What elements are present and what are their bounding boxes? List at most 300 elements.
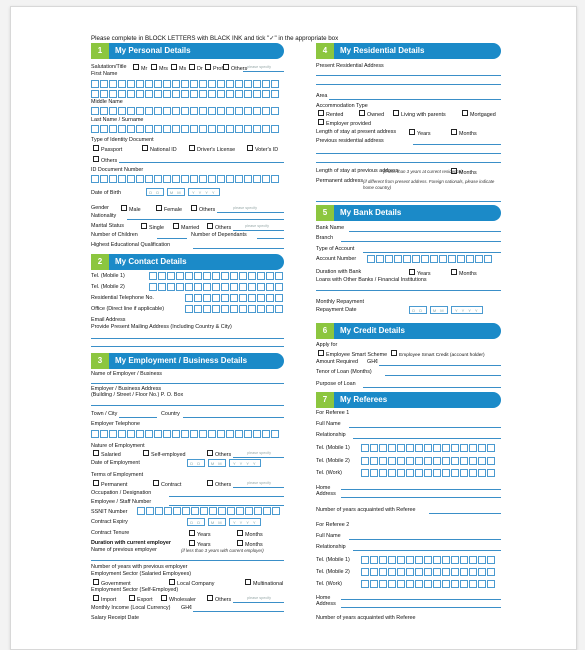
expiry-month[interactable]: M M (208, 518, 226, 526)
char-box[interactable] (388, 457, 396, 465)
char-box[interactable] (379, 580, 387, 588)
dob-day[interactable]: D D (146, 188, 164, 196)
char-box[interactable] (136, 90, 144, 98)
last-name-boxes[interactable] (91, 125, 280, 133)
char-box[interactable] (154, 107, 162, 115)
char-box[interactable] (469, 556, 477, 564)
char-box[interactable] (415, 580, 423, 588)
char-box[interactable] (262, 430, 270, 438)
char-box[interactable] (248, 272, 256, 280)
char-box[interactable] (190, 107, 198, 115)
char-box[interactable] (109, 107, 117, 115)
checkbox-voters-id[interactable]: Voter's ID (247, 145, 278, 154)
checkbox-import[interactable]: Import (93, 595, 116, 604)
char-box[interactable] (460, 556, 468, 564)
char-box[interactable] (448, 255, 456, 263)
char-box[interactable] (424, 556, 432, 564)
char-box[interactable] (136, 125, 144, 133)
char-box[interactable] (370, 444, 378, 452)
char-box[interactable] (149, 283, 157, 291)
char-box[interactable] (244, 107, 252, 115)
char-box[interactable] (442, 568, 450, 576)
mobile2-boxes[interactable] (149, 283, 284, 291)
char-box[interactable] (478, 457, 486, 465)
char-box[interactable] (136, 80, 144, 88)
char-box[interactable] (91, 107, 99, 115)
char-box[interactable] (100, 80, 108, 88)
char-box[interactable] (457, 255, 465, 263)
char-box[interactable] (221, 294, 229, 302)
char-box[interactable] (146, 507, 154, 515)
char-box[interactable] (469, 568, 477, 576)
char-box[interactable] (406, 469, 414, 477)
char-box[interactable] (397, 568, 405, 576)
first-name-boxes[interactable] (91, 80, 280, 88)
account-number-boxes[interactable] (367, 255, 493, 263)
char-box[interactable] (424, 580, 432, 588)
middle-name-boxes[interactable] (91, 107, 280, 115)
char-box[interactable] (262, 175, 270, 183)
char-box[interactable] (185, 272, 193, 280)
char-box[interactable] (230, 283, 238, 291)
char-box[interactable] (433, 469, 441, 477)
char-box[interactable] (388, 444, 396, 452)
char-box[interactable] (379, 556, 387, 564)
expiry-day[interactable]: D D (187, 518, 205, 526)
char-box[interactable] (208, 430, 216, 438)
char-box[interactable] (235, 107, 243, 115)
checkbox-salaried[interactable]: Salaried (93, 450, 121, 459)
checkbox-employer-provided[interactable]: Employer provided (318, 119, 371, 128)
dob-month[interactable]: M M (167, 188, 185, 196)
char-box[interactable] (226, 90, 234, 98)
char-box[interactable] (460, 457, 468, 465)
char-box[interactable] (275, 283, 283, 291)
char-box[interactable] (262, 125, 270, 133)
char-box[interactable] (181, 80, 189, 88)
char-box[interactable] (118, 90, 126, 98)
char-box[interactable] (253, 175, 261, 183)
char-box[interactable] (91, 80, 99, 88)
checkbox-drivers-license[interactable]: Driver's License (189, 145, 235, 154)
char-box[interactable] (154, 90, 162, 98)
char-box[interactable] (271, 80, 279, 88)
char-box[interactable] (208, 175, 216, 183)
char-box[interactable] (367, 255, 375, 263)
char-box[interactable] (244, 90, 252, 98)
checkbox-present-months[interactable]: Months (451, 129, 477, 138)
char-box[interactable] (194, 305, 202, 313)
char-box[interactable] (190, 430, 198, 438)
char-box[interactable] (199, 125, 207, 133)
char-box[interactable] (236, 507, 244, 515)
char-box[interactable] (460, 469, 468, 477)
char-box[interactable] (442, 444, 450, 452)
char-box[interactable] (136, 175, 144, 183)
checkbox-terms-others[interactable]: Others (207, 480, 231, 489)
char-box[interactable] (415, 469, 423, 477)
char-box[interactable] (451, 556, 459, 564)
char-box[interactable] (370, 568, 378, 576)
char-box[interactable] (109, 80, 117, 88)
char-box[interactable] (406, 556, 414, 564)
char-box[interactable] (406, 580, 414, 588)
employer-tel-boxes[interactable] (91, 430, 280, 438)
date-employment-input[interactable] (187, 459, 264, 467)
char-box[interactable] (118, 175, 126, 183)
char-box[interactable] (163, 175, 171, 183)
repay-month[interactable]: M M (430, 306, 448, 314)
char-box[interactable] (361, 568, 369, 576)
office-boxes[interactable] (185, 305, 284, 313)
char-box[interactable] (191, 507, 199, 515)
ssnit-boxes[interactable] (137, 507, 281, 515)
char-box[interactable] (469, 469, 477, 477)
char-box[interactable] (235, 430, 243, 438)
checkbox-married[interactable]: Married (173, 223, 199, 232)
checkbox-prof[interactable]: Prof (205, 64, 223, 73)
char-box[interactable] (361, 457, 369, 465)
char-box[interactable] (442, 469, 450, 477)
char-box[interactable] (164, 507, 172, 515)
char-box[interactable] (145, 107, 153, 115)
char-box[interactable] (176, 272, 184, 280)
char-box[interactable] (248, 294, 256, 302)
char-box[interactable] (379, 444, 387, 452)
char-box[interactable] (91, 430, 99, 438)
checkbox-multinational[interactable]: Multinational (245, 579, 283, 588)
checkbox-mortgaged[interactable]: Mortgaged (462, 110, 496, 119)
char-box[interactable] (172, 80, 180, 88)
checkbox-mrs[interactable]: Mrs (151, 64, 168, 73)
char-box[interactable] (226, 80, 234, 88)
char-box[interactable] (185, 283, 193, 291)
first-name-boxes-2[interactable] (91, 90, 280, 98)
char-box[interactable] (221, 305, 229, 313)
char-box[interactable] (403, 255, 411, 263)
char-box[interactable] (158, 283, 166, 291)
checkbox-tenure-months[interactable]: Months (237, 530, 263, 539)
char-box[interactable] (424, 457, 432, 465)
char-box[interactable] (91, 175, 99, 183)
char-box[interactable] (185, 294, 193, 302)
char-box[interactable] (266, 283, 274, 291)
char-box[interactable] (154, 80, 162, 88)
char-box[interactable] (212, 272, 220, 280)
char-box[interactable] (451, 580, 459, 588)
char-box[interactable] (271, 430, 279, 438)
char-box[interactable] (203, 294, 211, 302)
char-box[interactable] (487, 469, 495, 477)
checkbox-bank-months[interactable]: Months (451, 269, 477, 278)
char-box[interactable] (487, 580, 495, 588)
ref1-work-boxes[interactable] (361, 469, 496, 477)
char-box[interactable] (100, 125, 108, 133)
char-box[interactable] (163, 430, 171, 438)
char-box[interactable] (257, 272, 265, 280)
char-box[interactable] (209, 507, 217, 515)
char-box[interactable] (217, 125, 225, 133)
dob-input[interactable] (146, 188, 223, 196)
char-box[interactable] (154, 430, 162, 438)
checkbox-sector-others[interactable]: Others (207, 595, 231, 604)
char-box[interactable] (487, 444, 495, 452)
char-box[interactable] (199, 430, 207, 438)
char-box[interactable] (469, 457, 477, 465)
char-box[interactable] (244, 80, 252, 88)
checkbox-local-company[interactable]: Local Company (169, 579, 214, 588)
char-box[interactable] (127, 175, 135, 183)
repay-day[interactable]: D D (409, 306, 427, 314)
char-box[interactable] (100, 430, 108, 438)
char-box[interactable] (275, 272, 283, 280)
char-box[interactable] (136, 107, 144, 115)
char-box[interactable] (127, 107, 135, 115)
char-box[interactable] (439, 255, 447, 263)
checkbox-present-years[interactable]: Years (409, 129, 431, 138)
ref2-mobile1-boxes[interactable] (361, 556, 496, 564)
char-box[interactable] (244, 125, 252, 133)
checkbox-male[interactable]: Male (121, 205, 141, 214)
char-box[interactable] (145, 80, 153, 88)
char-box[interactable] (478, 556, 486, 564)
char-box[interactable] (217, 90, 225, 98)
expiry-year[interactable]: Y Y Y Y (229, 518, 261, 526)
char-box[interactable] (230, 305, 238, 313)
checkbox-wholesaler[interactable]: Wholesaler (161, 595, 196, 604)
char-box[interactable] (451, 568, 459, 576)
repay-year[interactable]: Y Y Y Y (451, 306, 483, 314)
char-box[interactable] (469, 444, 477, 452)
checkbox-living-with-parents[interactable]: Living with parents (393, 110, 446, 119)
char-box[interactable] (185, 305, 193, 313)
char-box[interactable] (208, 125, 216, 133)
char-box[interactable] (194, 272, 202, 280)
char-box[interactable] (415, 444, 423, 452)
char-box[interactable] (212, 305, 220, 313)
char-box[interactable] (217, 107, 225, 115)
contract-expiry-input[interactable] (187, 518, 264, 526)
char-box[interactable] (361, 444, 369, 452)
char-box[interactable] (239, 283, 247, 291)
char-box[interactable] (475, 255, 483, 263)
char-box[interactable] (221, 272, 229, 280)
char-box[interactable] (406, 568, 414, 576)
checkbox-id-others[interactable]: Others (93, 156, 117, 165)
char-box[interactable] (376, 255, 384, 263)
char-box[interactable] (263, 507, 271, 515)
char-box[interactable] (248, 305, 256, 313)
dob-year[interactable]: Y Y Y Y (188, 188, 220, 196)
residential-tel-boxes[interactable] (185, 294, 284, 302)
char-box[interactable] (145, 430, 153, 438)
char-box[interactable] (212, 294, 220, 302)
checkbox-bank-years[interactable]: Years (409, 269, 431, 278)
char-box[interactable] (181, 125, 189, 133)
char-box[interactable] (433, 457, 441, 465)
char-box[interactable] (262, 90, 270, 98)
char-box[interactable] (226, 430, 234, 438)
checkbox-duration-months[interactable]: Months (237, 540, 263, 549)
char-box[interactable] (158, 272, 166, 280)
char-box[interactable] (181, 107, 189, 115)
char-box[interactable] (412, 255, 420, 263)
checkbox-nature-others[interactable]: Others (207, 450, 231, 459)
id-number-boxes[interactable] (91, 175, 280, 183)
char-box[interactable] (370, 580, 378, 588)
char-box[interactable] (388, 469, 396, 477)
char-box[interactable] (248, 283, 256, 291)
char-box[interactable] (460, 444, 468, 452)
ref1-mobile1-boxes[interactable] (361, 444, 496, 452)
char-box[interactable] (190, 175, 198, 183)
char-box[interactable] (230, 294, 238, 302)
date-day[interactable]: D D (187, 459, 205, 467)
char-box[interactable] (266, 305, 274, 313)
char-box[interactable] (433, 444, 441, 452)
char-box[interactable] (262, 107, 270, 115)
char-box[interactable] (145, 175, 153, 183)
char-box[interactable] (478, 580, 486, 588)
char-box[interactable] (262, 80, 270, 88)
char-box[interactable] (253, 125, 261, 133)
checkbox-prev-months[interactable]: Months (451, 168, 477, 177)
checkbox-others[interactable]: Others (223, 64, 247, 73)
char-box[interactable] (136, 430, 144, 438)
char-box[interactable] (478, 444, 486, 452)
char-box[interactable] (199, 107, 207, 115)
char-box[interactable] (172, 175, 180, 183)
char-box[interactable] (253, 90, 261, 98)
char-box[interactable] (167, 272, 175, 280)
char-box[interactable] (430, 255, 438, 263)
char-box[interactable] (253, 430, 261, 438)
char-box[interactable] (208, 80, 216, 88)
checkbox-government[interactable]: Government (93, 579, 131, 588)
char-box[interactable] (424, 444, 432, 452)
char-box[interactable] (451, 457, 459, 465)
char-box[interactable] (253, 80, 261, 88)
date-month[interactable]: M M (208, 459, 226, 467)
char-box[interactable] (266, 294, 274, 302)
char-box[interactable] (275, 294, 283, 302)
mobile1-boxes[interactable] (149, 272, 284, 280)
char-box[interactable] (257, 283, 265, 291)
char-box[interactable] (194, 294, 202, 302)
char-box[interactable] (118, 107, 126, 115)
char-box[interactable] (176, 283, 184, 291)
char-box[interactable] (406, 444, 414, 452)
char-box[interactable] (239, 294, 247, 302)
char-box[interactable] (91, 90, 99, 98)
char-box[interactable] (221, 283, 229, 291)
char-box[interactable] (388, 556, 396, 564)
char-box[interactable] (478, 568, 486, 576)
checkbox-owned[interactable]: Owned (359, 110, 384, 119)
char-box[interactable] (217, 430, 225, 438)
char-box[interactable] (227, 507, 235, 515)
char-box[interactable] (200, 507, 208, 515)
char-box[interactable] (109, 175, 117, 183)
char-box[interactable] (406, 457, 414, 465)
char-box[interactable] (397, 444, 405, 452)
char-box[interactable] (203, 272, 211, 280)
char-box[interactable] (235, 80, 243, 88)
char-box[interactable] (245, 507, 253, 515)
ref2-mobile2-boxes[interactable] (361, 568, 496, 576)
char-box[interactable] (370, 556, 378, 564)
char-box[interactable] (118, 80, 126, 88)
char-box[interactable] (194, 283, 202, 291)
char-box[interactable] (173, 507, 181, 515)
char-box[interactable] (109, 90, 117, 98)
char-box[interactable] (442, 457, 450, 465)
char-box[interactable] (239, 272, 247, 280)
checkbox-passport[interactable]: Passport (93, 145, 122, 154)
char-box[interactable] (394, 255, 402, 263)
char-box[interactable] (266, 272, 274, 280)
char-box[interactable] (466, 255, 474, 263)
char-box[interactable] (460, 580, 468, 588)
char-box[interactable] (244, 430, 252, 438)
char-box[interactable] (163, 125, 171, 133)
char-box[interactable] (235, 175, 243, 183)
checkbox-rented[interactable]: Rented (318, 110, 343, 119)
char-box[interactable] (487, 568, 495, 576)
char-box[interactable] (235, 125, 243, 133)
char-box[interactable] (361, 580, 369, 588)
checkbox-mr[interactable]: Mr (133, 64, 147, 73)
ref1-mobile2-boxes[interactable] (361, 457, 496, 465)
char-box[interactable] (109, 125, 117, 133)
char-box[interactable] (100, 175, 108, 183)
char-box[interactable] (484, 255, 492, 263)
char-box[interactable] (487, 457, 495, 465)
char-box[interactable] (127, 125, 135, 133)
char-box[interactable] (181, 90, 189, 98)
char-box[interactable] (397, 556, 405, 564)
checkbox-smart-credit[interactable]: Employee Smart Credit (account holder) (391, 350, 485, 359)
char-box[interactable] (208, 90, 216, 98)
char-box[interactable] (226, 107, 234, 115)
char-box[interactable] (361, 469, 369, 477)
char-box[interactable] (433, 568, 441, 576)
char-box[interactable] (415, 556, 423, 564)
char-box[interactable] (145, 125, 153, 133)
char-box[interactable] (127, 430, 135, 438)
char-box[interactable] (388, 568, 396, 576)
char-box[interactable] (145, 90, 153, 98)
char-box[interactable] (272, 507, 280, 515)
char-box[interactable] (421, 255, 429, 263)
checkbox-permanent[interactable]: Permanent (93, 480, 127, 489)
char-box[interactable] (155, 507, 163, 515)
char-box[interactable] (460, 568, 468, 576)
char-box[interactable] (118, 430, 126, 438)
char-box[interactable] (275, 305, 283, 313)
char-box[interactable] (167, 283, 175, 291)
char-box[interactable] (370, 457, 378, 465)
char-box[interactable] (442, 580, 450, 588)
char-box[interactable] (154, 125, 162, 133)
char-box[interactable] (218, 507, 226, 515)
char-box[interactable] (163, 80, 171, 88)
char-box[interactable] (182, 507, 190, 515)
char-box[interactable] (199, 80, 207, 88)
char-box[interactable] (257, 294, 265, 302)
char-box[interactable] (163, 90, 171, 98)
char-box[interactable] (181, 175, 189, 183)
